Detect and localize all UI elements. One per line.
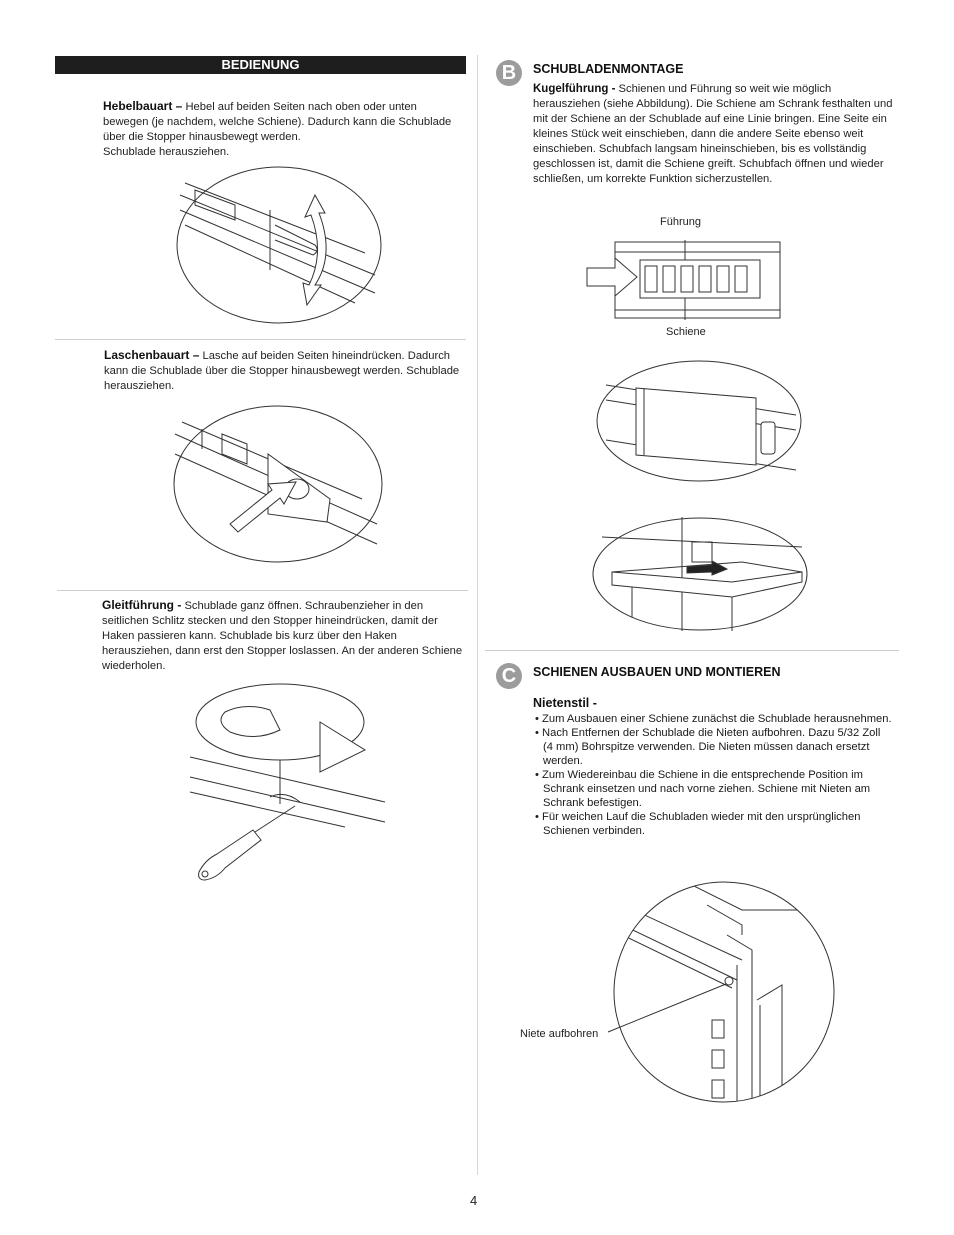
lever-paragraph <box>103 99 463 160</box>
lever-illustration <box>175 165 385 325</box>
ballbearing-title: Kugelführung - <box>533 83 616 95</box>
glide-paragraph <box>102 598 468 674</box>
glide-title: Gleitführung - <box>102 598 182 612</box>
section-b-badge: B <box>496 60 522 86</box>
section-b-paragraph <box>533 82 893 187</box>
list-item: • Zum Ausbauen einer Schiene zunächst die Schublade herausnehmen. <box>533 712 893 726</box>
tab-text: Lasche auf beiden Seiten hineindrücken. Dadurch kann die Schublade über die Stopper hinausbewegt werden. Schublade herausziehen. <box>104 350 460 392</box>
lever-text-2: Schublade herausziehen. <box>103 146 230 158</box>
rivet-instructions-list <box>533 712 893 838</box>
glide-illustration <box>185 682 395 887</box>
section-b-title: SCHUBLADENMONTAGE <box>533 62 684 76</box>
ballbearing-illustration <box>585 240 785 322</box>
list-item: • Nach Entfernen der Schublade die Nieten aufbohren. Dazu 5/32 Zoll (4 mm) Bohrspitze verwenden. Die Nieten müssen danach ersetzt werden. <box>533 726 893 768</box>
section-c-title: SCHIENEN AUSBAUEN UND MONTIEREN <box>533 665 781 679</box>
tab-illustration <box>172 404 384 568</box>
tab-title: Laschenbauart – <box>104 348 200 362</box>
divider <box>485 650 899 651</box>
divider <box>55 339 466 340</box>
tab-paragraph <box>104 348 464 394</box>
label-guide: Führung <box>660 216 701 228</box>
column-divider <box>477 55 478 1175</box>
rail-alignment-illustration <box>596 360 802 482</box>
leader-line <box>608 982 728 1042</box>
page-number: 4 <box>470 1193 478 1208</box>
divider <box>57 590 468 591</box>
glide-text: Schublade ganz öffnen. Schraubenzieher in den seitlichen Schlitz stecken und den Stopper hineindrücken, damit der Haken passieren kann. Schublade bis kurz über den Haken herausziehen, dann erst den Stopper loslassen. An der anderen Schiene wiederholen. <box>102 600 463 672</box>
label-drill-rivet: Niete aufbohren <box>520 1028 599 1040</box>
rivet-style-title: Nietenstil - <box>533 696 597 710</box>
label-rail: Schiene <box>666 326 706 338</box>
section-c-badge: C <box>496 663 522 689</box>
ballbearing-text: Schienen und Führung so weit wie möglich herausziehen (siehe Abbildung). Die Schiene am Schrank festhalten und mit der Schiene an der Schublade auf eine Linie bringen. Eine Seite ein kleines Stück weit einschieben, dann die andere Seite ebenso weit einschieben. Schubfach langsam hineinschieben, bis es vollständig geschlossen ist, damit die Schiene greift. Schubfach öffnen und wieder schließen, um korrekte Funktion sicherzustellen. <box>533 83 893 185</box>
section-title-operation: BEDIENUNG <box>55 56 466 74</box>
list-item: • Für weichen Lauf die Schubladen wieder mit den ursprünglichen Schienen verbinden. <box>533 810 893 838</box>
list-item: • Zum Wiedereinbau die Schiene in die entsprechende Position im Schrank einsetzen und nach vorne ziehen. Schiene mit Nieten am Schrank befestigen. <box>533 768 893 810</box>
lever-text: Hebel auf beiden Seiten nach oben oder unten bewegen (je nachdem, welche Schiene). Dadurch kann die Schublade über die Stopper hinausbewegt werden. <box>103 101 452 143</box>
drawer-insertion-illustration <box>592 517 808 631</box>
lever-title: Hebelbauart – <box>103 99 183 113</box>
